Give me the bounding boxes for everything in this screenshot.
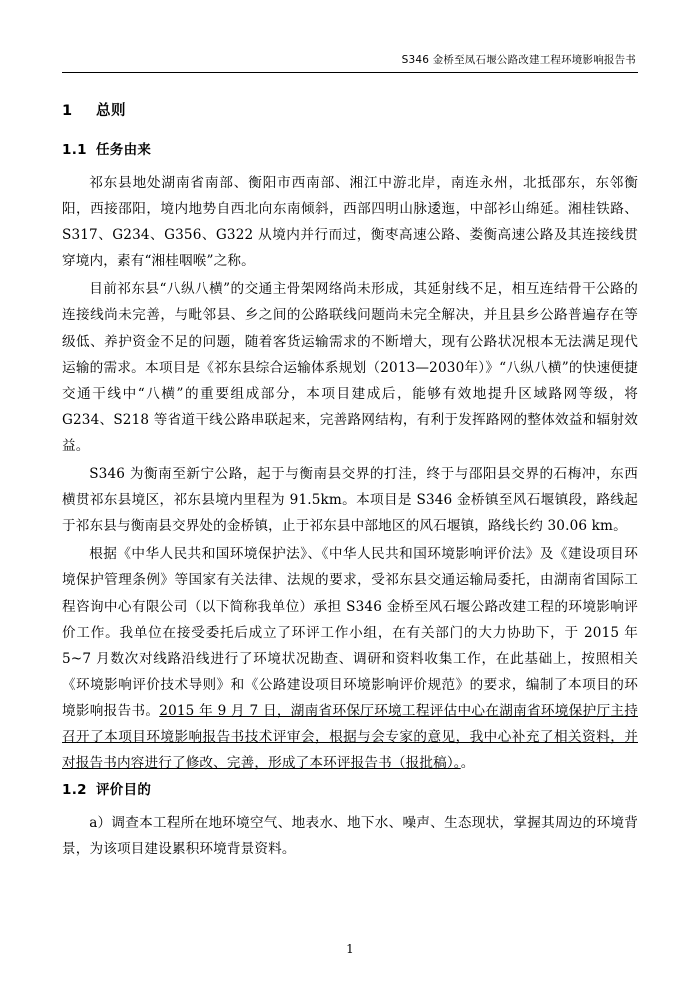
paragraph-part-underlined: 2015 年 9 月 7 日，湖南省环保厅环境工程评估中心在湖南省环境保护厅主持召开了本项目环境影响报告书技术评审会，根据与会专家的意见，我中心补充了相关资料，并对报告书内容进行了修改、完善，形成了本环评报告书（报批稿）。 [62, 702, 638, 772]
paragraph: a）调查本工程所在地环境空气、地表水、地下水、噪声、生态现状，掌握其周边的环境背景，为该项目建设累积环境背景资料。 [62, 815, 638, 858]
page-number: 1 [346, 942, 354, 956]
paragraph: S346 为衡南至新宁公路，起于与衡南县交界的打洼，终于与邵阳县交界的石梅冲，东西横贯祁东县境区，祁东县境内里程为 91.5km。本项目是 S346 金桥镇至风石堰镇段，路线起于祁东县与衡南县交界处的金桥镇，止于祁东县中部地区的风石堰镇，路线长约 30.06 km。 [62, 466, 638, 535]
paragraph: 祁东县地处湖南省南部、衡阳市西南部、湘江中游北岸，南连永州，北抵邵东，东邻衡阳，西接邵阳，境内地势自西北向东南倾斜，西部四明山脉逶迤，中部衫山绵延。湘桂铁路、S317、G234、G356、G322 从境内并行而过，衡枣高速公路、娄衡高速公路及其连接线贯穿境内，素有“湘桂咽喉”之称。 [62, 175, 638, 270]
section-number: 1 [62, 103, 73, 119]
subsection-heading-1-2 [62, 778, 638, 798]
paragraph: 目前祁东县“八纵八横”的交通主骨架网络尚未形成，其延射线不足，相互连结骨干公路的连接线尚未完善，与毗邻县、乡之间的公路联线问题尚未完全解决，并且县乡公路普遍存在等级低、养护资金不足的问题，随着客货运输需求的不断增大，现有公路状况根本无法满足现代运输的需求。本项目是《祁东县综合运输体系规划（2013—2030年）》“八纵八横”的快速便捷交通干线中“八横”的重要组成部分，本项目建成后，能够有效地提升区域路网等级，将 G234、S218 等省道干线公路串联起来，完善路网结构，有利于发挥路网的整体效益和辐射效益。 [62, 281, 638, 454]
section-title: 总则 [96, 103, 126, 119]
running-title: S346 金桥至凤石堰公路改建工程环境影响报告书 [401, 54, 636, 66]
section-heading [62, 99, 638, 120]
subsection-heading-1-1 [62, 138, 638, 158]
subsection-title: 评价目的 [96, 782, 152, 799]
paragraph-part-plain: 根据《中华人民共和国环境保护法》、《中华人民共和国环境影响评价法》及《建设项目环境保护管理条例》等国家有关法律、法规的要求，受祁东县交通运输局委托，由湖南省国际工程咨询中心有限公司（以下简称我单位）承担 S346 金桥至风石堰公路改建工程的环境影响评价工作。我单位在接受委托后成立了环评工作小组，在有关部门的大力协助下，于 2015 年 5~7 月数次对线路沿线进行了环境状况勘查、调研和资料收集工作，在此基础上，按照相关《环境影响评价技术导则》和《公路建设项目环境影响评价规范》的要求，编制了本项目的环境影响报告书。 [62, 546, 638, 719]
header-divider [62, 72, 638, 73]
paragraph-with-revision [62, 541, 638, 776]
subsection-number: 1.2 [62, 782, 87, 799]
subsection-title: 任务由来 [96, 142, 152, 158]
paragraph-part-trailing: 。 [460, 755, 475, 772]
page-header [62, 52, 638, 72]
subsection-number: 1.1 [62, 142, 87, 158]
